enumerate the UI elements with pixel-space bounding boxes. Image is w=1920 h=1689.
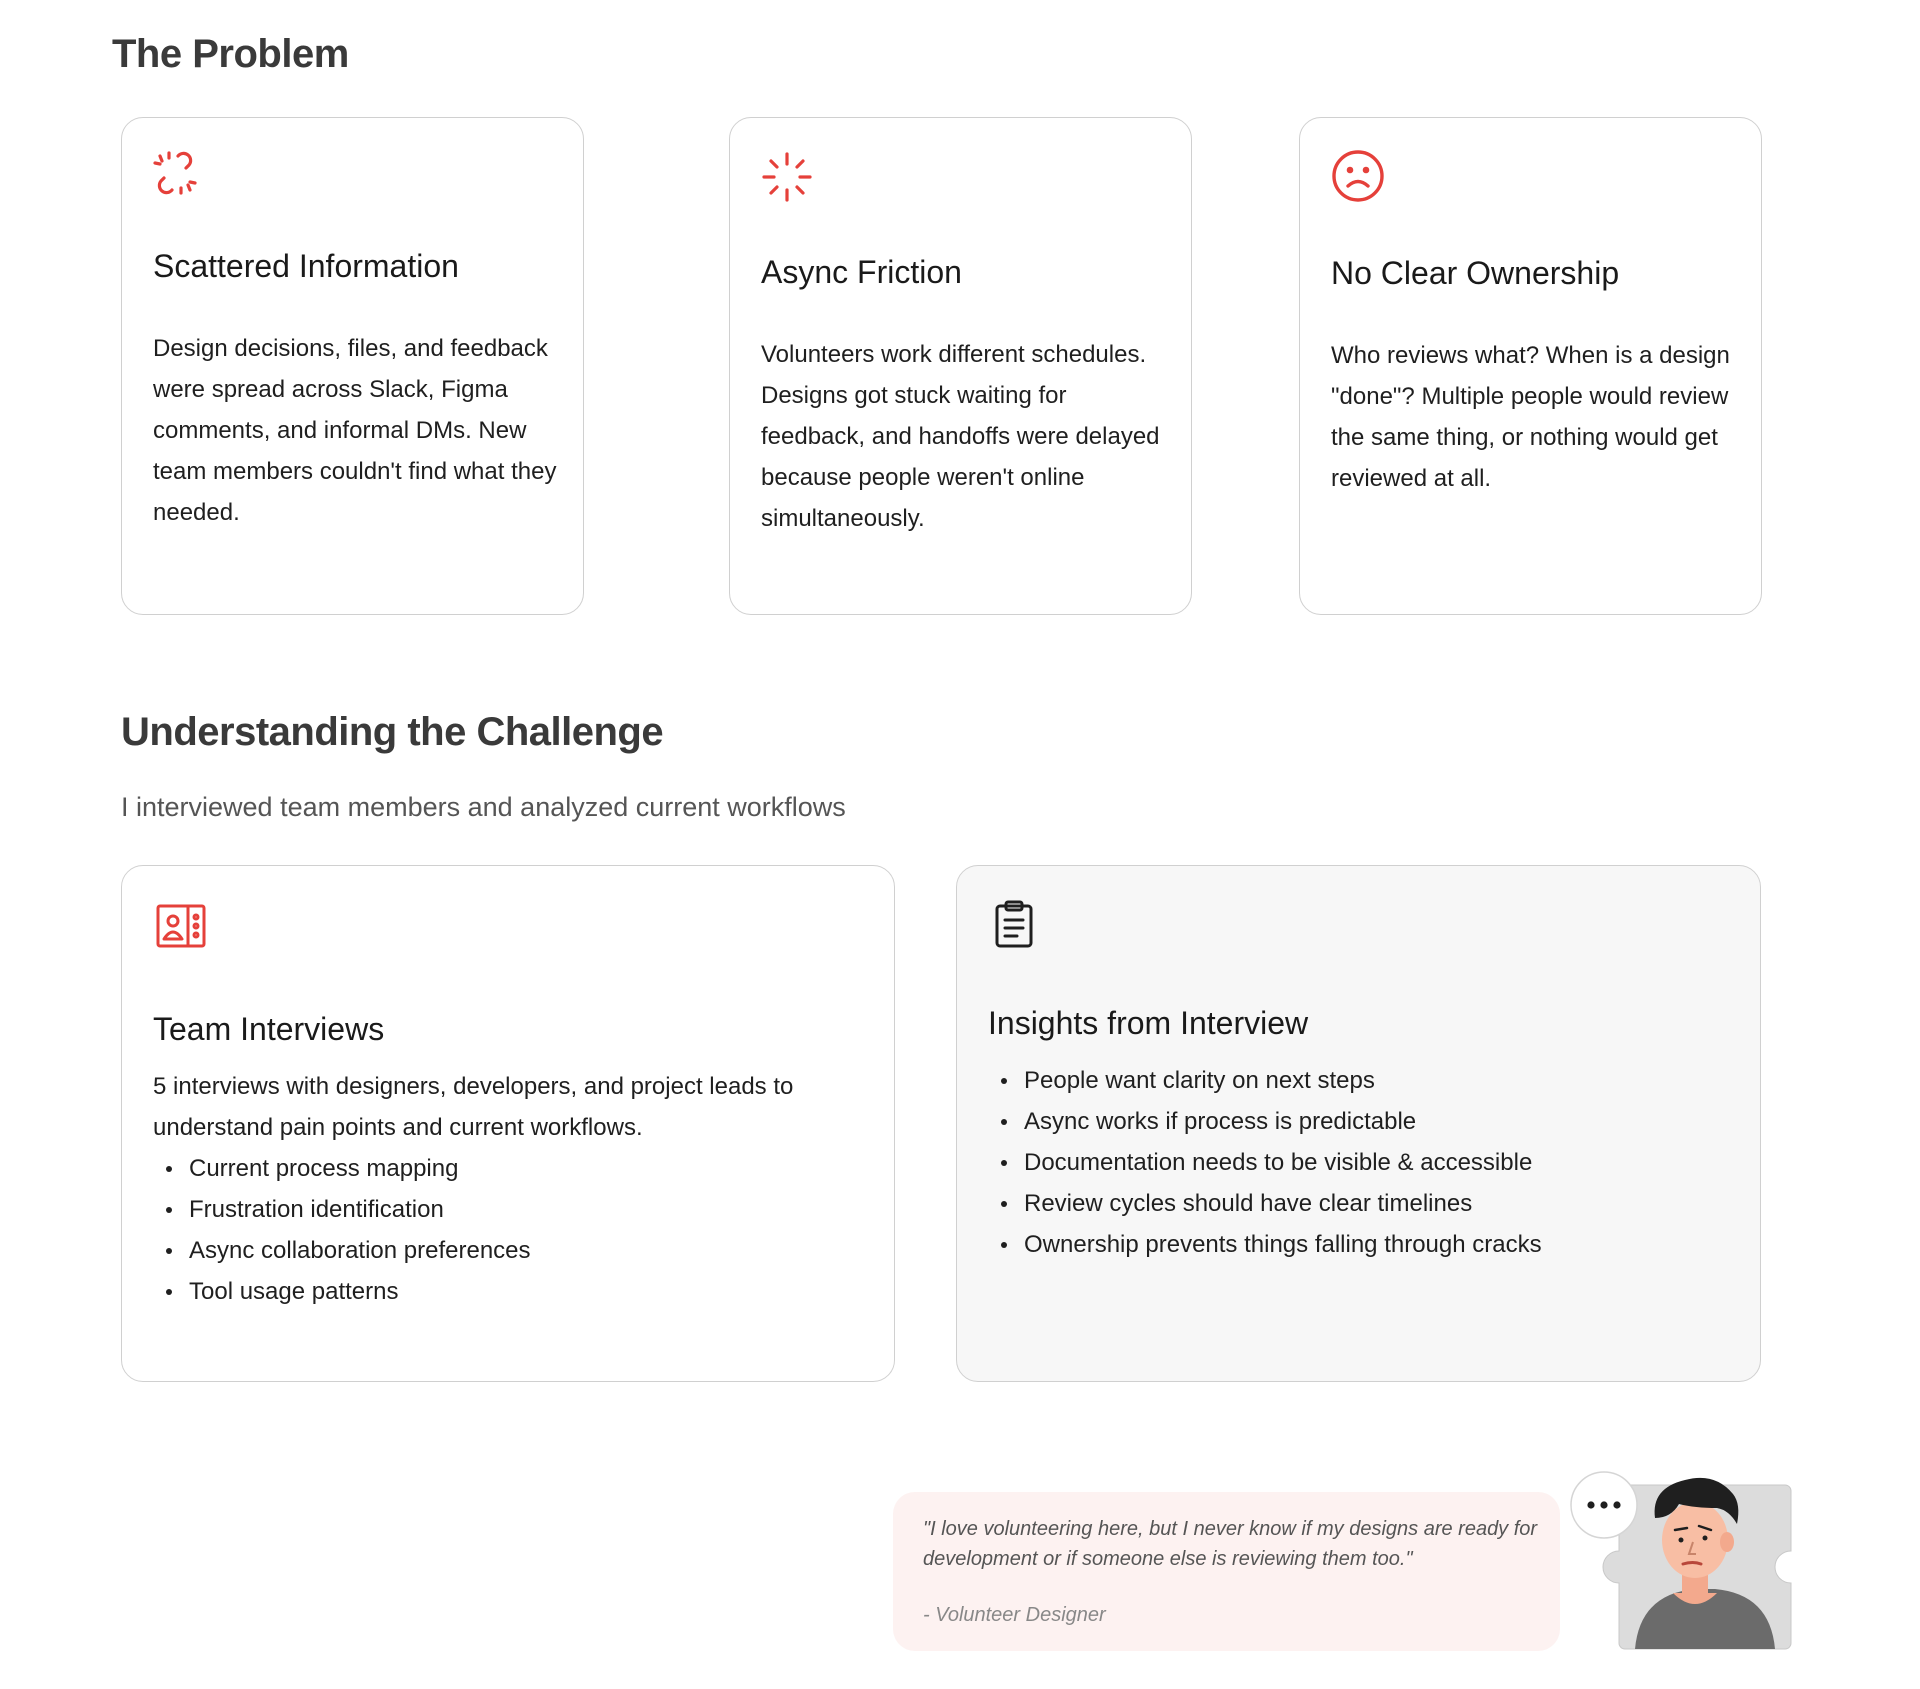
card-title: No Clear Ownership <box>1331 255 1620 291</box>
testimonial-quote <box>893 1492 1560 1651</box>
sad-face-icon <box>1330 148 1386 209</box>
challenge-section-title: Understanding the Challenge <box>121 710 664 754</box>
card-title: Insights from Interview <box>988 1005 1309 1041</box>
card-title: Team Interviews <box>153 1011 385 1047</box>
async-friction-card <box>729 117 1192 615</box>
challenge-subtitle: I interviewed team members and analyzed current workflows <box>121 792 846 822</box>
card-body: Design decisions, files, and feedback were spread across Slack, Figma comments, and informal DMs. New team members couldn't find what they needed. <box>153 335 557 526</box>
list-item: Ownership prevents things falling through cracks <box>988 1224 1542 1265</box>
card-title: Async Friction <box>761 254 962 290</box>
no-clear-ownership-card <box>1299 117 1762 615</box>
list-item: Review cycles should have clear timelines <box>988 1183 1542 1224</box>
list-item: People want clarity on next steps <box>988 1060 1542 1101</box>
list-item: Documentation needs to be visible & accessible <box>988 1142 1542 1183</box>
card-body: Who reviews what? When is a design "done"? Multiple people would review the same thing, or nothing would get reviewed at all. <box>1331 342 1730 492</box>
team-interviews-card <box>121 865 895 1382</box>
id-card-icon <box>156 904 206 953</box>
list-item: Async works if process is predictable <box>988 1101 1542 1142</box>
scattered-information-card <box>121 117 584 615</box>
thinking-person-illustration <box>1555 1440 1820 1655</box>
card-title: Scattered Information <box>153 248 459 284</box>
interview-topics-list <box>153 1148 531 1312</box>
list-item: Async collaboration preferences <box>153 1230 531 1271</box>
card-body: Volunteers work different schedules. Designs got stuck waiting for feedback, and handoffs were delayed because people weren't online simultaneously. <box>761 341 1160 532</box>
card-body: 5 interviews with designers, developers, and project leads to understand pain points and current workflows. <box>153 1073 794 1141</box>
quote-text: "I love volunteering here, but I never know if my designs are ready for development or if someone else is reviewing them too." <box>923 1518 1538 1570</box>
list-item: Frustration identification <box>153 1189 531 1230</box>
list-item: Tool usage patterns <box>153 1271 531 1312</box>
clipboard-icon <box>993 900 1035 953</box>
insights-list <box>988 1060 1542 1265</box>
list-item: Current process mapping <box>153 1148 531 1189</box>
problem-section-title: The Problem <box>112 32 349 76</box>
insights-card <box>956 865 1761 1382</box>
quote-author: - Volunteer Designer <box>923 1604 1106 1626</box>
loading-spinner-icon <box>760 150 814 209</box>
broken-link-icon <box>152 150 198 201</box>
